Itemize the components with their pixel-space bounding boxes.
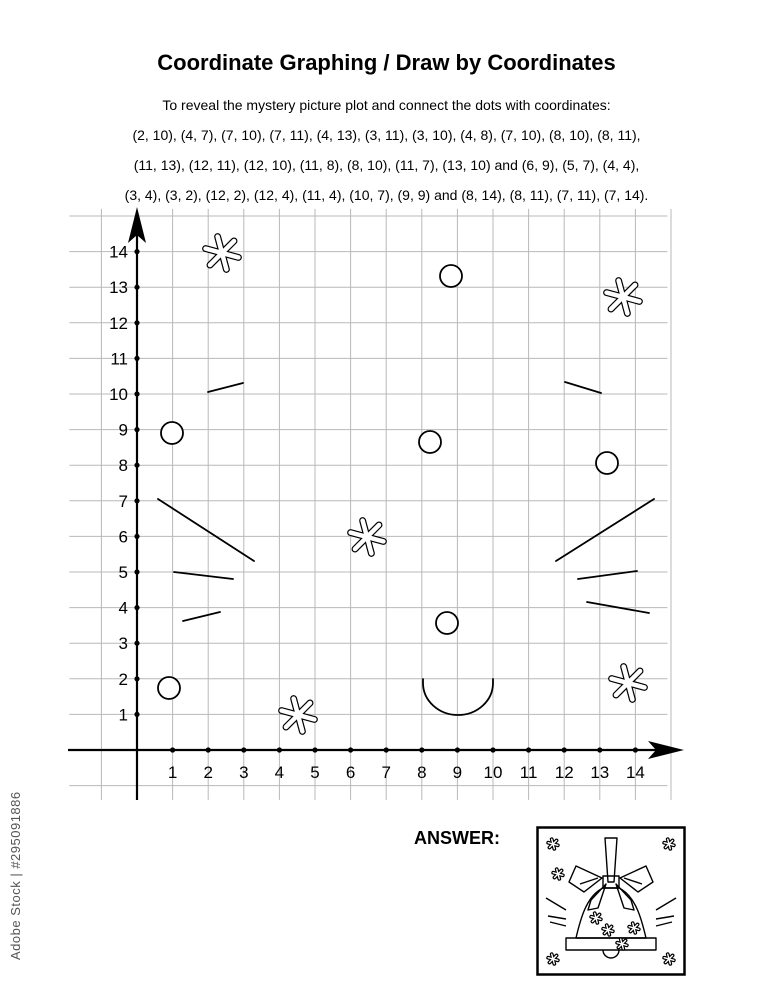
y-tick-dot bbox=[134, 320, 139, 325]
snowflake-icon bbox=[351, 521, 384, 554]
y-tick-label: 13 bbox=[109, 278, 128, 298]
y-tick-label: 10 bbox=[109, 385, 128, 404]
hint-arc bbox=[423, 679, 493, 715]
y-tick-label: 11 bbox=[110, 349, 128, 369]
x-tick-dot bbox=[633, 747, 638, 752]
y-tick-dot bbox=[134, 463, 139, 468]
x-tick-label: 13 bbox=[590, 763, 610, 782]
y-tick-dot bbox=[134, 498, 139, 503]
y-tick-dot bbox=[134, 676, 139, 681]
instruction-line: To reveal the mystery picture plot and connect the dots with coordinates: bbox=[162, 97, 611, 113]
snowflake-icon bbox=[612, 667, 645, 700]
y-tick-label: 7 bbox=[118, 491, 128, 511]
y-tick-dot bbox=[134, 605, 139, 610]
answer-label: ANSWER: bbox=[414, 828, 500, 848]
x-tick-label: 2 bbox=[203, 763, 213, 782]
grid-lines bbox=[69, 209, 671, 800]
watermark: Adobe Stock | #295091886 bbox=[8, 791, 23, 960]
x-tick-label: 12 bbox=[554, 763, 574, 782]
y-tick-label: 4 bbox=[118, 598, 128, 618]
x-tick-label: 14 bbox=[625, 763, 645, 782]
y-tick-labels bbox=[109, 243, 128, 725]
answer-picture bbox=[536, 826, 686, 976]
coordinate-list-line: (3, 4), (3, 2), (12, 2), (12, 4), (11, 4), (10, 7), (9, 9) and (8, 14), (8, 11), (7, 11), (7, 14). bbox=[124, 187, 649, 203]
worksheet-title: Coordinate Graphing / Draw by Coordinates bbox=[157, 50, 616, 75]
hint-circle bbox=[596, 452, 618, 474]
y-tick-dot bbox=[134, 712, 139, 717]
x-tick-dot bbox=[206, 747, 211, 752]
x-tick-label: 5 bbox=[310, 763, 320, 782]
hint-circle bbox=[440, 265, 462, 287]
snowflake-icon bbox=[607, 281, 640, 314]
y-tick-label: 5 bbox=[118, 563, 128, 582]
hint-circle bbox=[161, 422, 183, 444]
x-tick-dot bbox=[562, 747, 567, 752]
hint-line bbox=[208, 383, 243, 392]
y-tick-dot bbox=[134, 285, 139, 290]
coordinate-list-line: (2, 10), (4, 7), (7, 10), (7, 11), (4, 13), (3, 11), (3, 10), (4, 8), (7, 10), (8, 10), (8, 11), bbox=[132, 127, 641, 143]
snowflake-icon bbox=[282, 699, 315, 732]
y-tick-dot bbox=[134, 356, 139, 361]
x-tick-dot bbox=[384, 747, 389, 752]
y-tick-label: 12 bbox=[109, 313, 128, 333]
x-tick-label: 4 bbox=[274, 763, 285, 782]
coordinate-list-line: (11, 13), (12, 11), (12, 10), (11, 8), (8, 10), (11, 7), (13, 10) and (6, 9), (5, 7), (4, 4), bbox=[133, 157, 640, 173]
hint-line bbox=[565, 382, 601, 393]
x-tick-label: 8 bbox=[417, 763, 427, 782]
y-tick-dot bbox=[134, 534, 139, 539]
x-tick-dot bbox=[170, 747, 175, 752]
x-tick-dot bbox=[312, 747, 317, 752]
y-tick-dot bbox=[134, 427, 139, 432]
hint-line bbox=[174, 572, 233, 579]
hint-circle bbox=[436, 612, 458, 634]
x-tick-dot bbox=[455, 747, 460, 752]
x-tick-label: 1 bbox=[167, 763, 178, 782]
y-tick-dot bbox=[134, 641, 139, 646]
x-tick-label: 9 bbox=[452, 763, 463, 782]
x-tick-dot bbox=[597, 747, 602, 752]
x-tick-dot bbox=[526, 747, 531, 752]
hint-line bbox=[183, 612, 220, 621]
y-tick-label: 8 bbox=[118, 456, 128, 476]
x-tick-dot bbox=[419, 747, 424, 752]
snowflake-icon bbox=[206, 237, 239, 270]
y-tick-dot bbox=[134, 391, 139, 396]
hint-circle bbox=[419, 431, 441, 453]
x-tick-label: 11 bbox=[519, 763, 538, 782]
x-tick-dot bbox=[490, 747, 495, 752]
y-tick-dot bbox=[134, 249, 139, 254]
y-tick-label: 3 bbox=[118, 634, 128, 654]
y-tick-dot bbox=[134, 569, 139, 574]
y-tick-label: 9 bbox=[118, 420, 128, 440]
x-tick-dot bbox=[241, 747, 246, 752]
hint-line bbox=[556, 499, 654, 561]
x-tick-dot bbox=[348, 747, 353, 752]
x-tick-label: 7 bbox=[381, 763, 391, 782]
y-tick-label: 6 bbox=[118, 527, 128, 547]
y-tick-label: 2 bbox=[118, 669, 128, 689]
x-tick-label: 6 bbox=[345, 763, 356, 782]
picture-hints bbox=[158, 265, 654, 715]
x-tick-label: 10 bbox=[483, 763, 503, 782]
hint-circle bbox=[158, 677, 180, 699]
x-tick-label: 3 bbox=[239, 763, 249, 782]
x-tick-labels bbox=[168, 763, 645, 782]
y-tick-label: 14 bbox=[109, 242, 128, 262]
x-tick-dot bbox=[277, 747, 282, 752]
y-tick-label: 1 bbox=[118, 705, 128, 725]
snowflakes bbox=[206, 237, 645, 732]
